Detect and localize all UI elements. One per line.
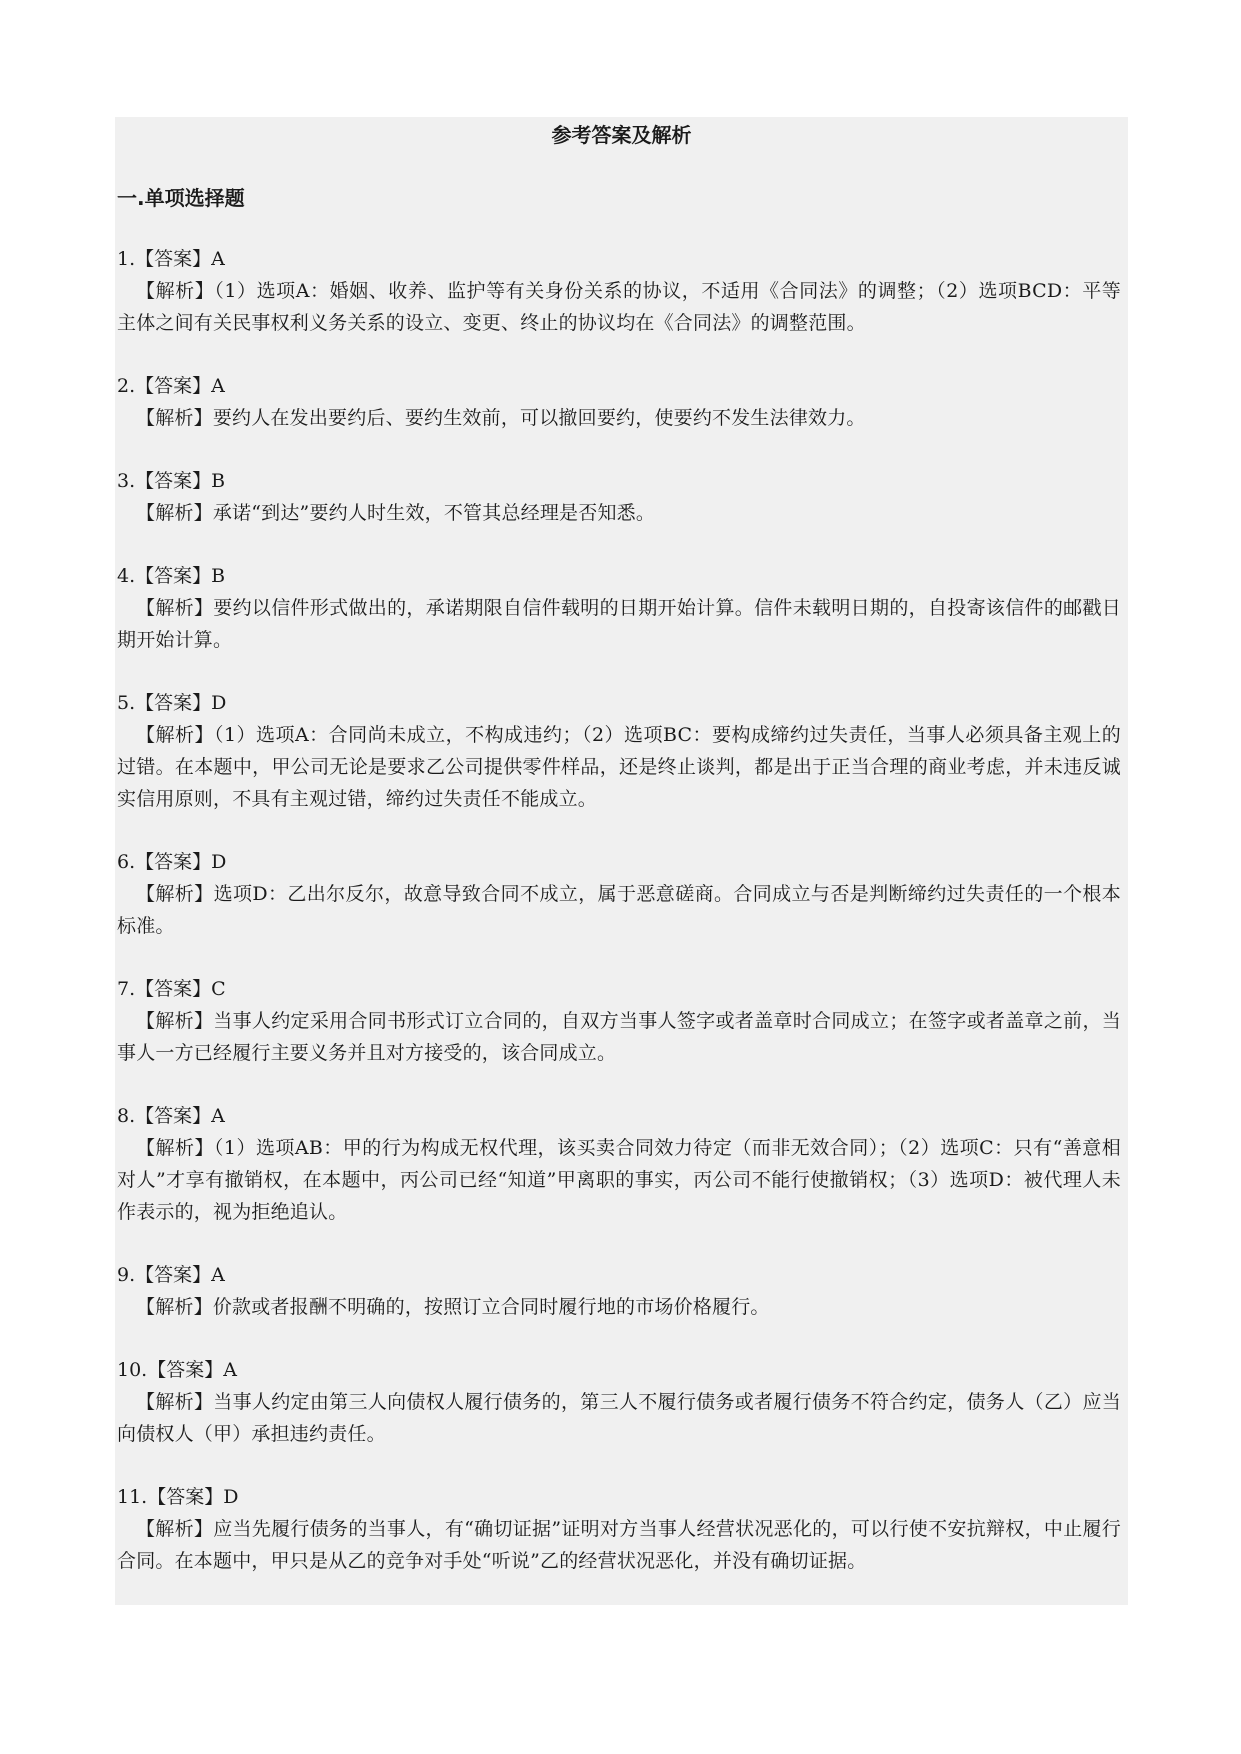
question-number: 8. bbox=[117, 1105, 136, 1127]
question-number: 11. bbox=[117, 1486, 148, 1508]
explanation-text: 应当先履行债务的当事人，有“确切证据”证明对方当事人经营状况恶化的，可以行使不安抗辩权，中止履行合同。在本题中，甲只是从乙的竞争对手处“听说”乙的经营状况恶化，并没有确切证据。 bbox=[117, 1518, 1122, 1572]
question-number: 4. bbox=[117, 565, 136, 587]
explanation-label: 【解析】 bbox=[136, 280, 215, 302]
answer-label: 【答案】 bbox=[135, 978, 212, 1000]
explanation-line bbox=[117, 1513, 1121, 1577]
answer-value: A bbox=[211, 248, 225, 270]
answer-line bbox=[117, 687, 1121, 719]
answer-line bbox=[117, 370, 1121, 402]
answer-label: 【答案】 bbox=[135, 1264, 212, 1286]
answer-label: 【答案】 bbox=[135, 565, 212, 587]
explanation-label: 【解析】 bbox=[136, 1137, 214, 1159]
answer-value: C bbox=[211, 978, 226, 1000]
question-number: 9. bbox=[117, 1264, 136, 1286]
answer-value: A bbox=[211, 1264, 225, 1286]
explanation-text: 选项D：乙出尔反尔，故意导致合同不成立，属于恶意磋商。合同成立与否是判断缔约过失责任的一个根本标准。 bbox=[117, 883, 1121, 937]
answer-value: D bbox=[211, 692, 227, 714]
answer-value: B bbox=[211, 470, 226, 492]
answer-value: D bbox=[211, 851, 227, 873]
explanation-label: 【解析】 bbox=[136, 1391, 214, 1413]
answer-value: D bbox=[223, 1486, 239, 1508]
question-number: 10. bbox=[117, 1359, 148, 1381]
explanation-label: 【解析】 bbox=[136, 502, 213, 524]
explanation-text: 要约人在发出要约后、要约生效前，可以撤回要约，使要约不发生法律效力。 bbox=[212, 407, 866, 429]
answer-label: 【答案】 bbox=[147, 1486, 224, 1508]
answer-item bbox=[117, 243, 1121, 339]
answer-label: 【答案】 bbox=[135, 375, 212, 397]
explanation-line bbox=[117, 592, 1121, 656]
answer-key-panel bbox=[115, 117, 1128, 1605]
explanation-line bbox=[117, 1291, 1121, 1323]
answer-value: A bbox=[211, 1105, 225, 1127]
explanation-line bbox=[117, 719, 1121, 815]
answer-item bbox=[117, 973, 1121, 1069]
question-number: 3. bbox=[117, 470, 136, 492]
question-number: 1. bbox=[117, 248, 136, 270]
explanation-text: （1）选项AB：甲的行为构成无权代理，该买卖合同效力待定（而非无效合同）；（2）选项C：只有“善意相对人”才享有撤销权，在本题中，丙公司已经“知道”甲离职的事实，丙公司不能行使撤销权；（3）选项D：被代理人未作表示的，视为拒绝追认。 bbox=[117, 1137, 1121, 1223]
answer-item bbox=[117, 1481, 1121, 1577]
explanation-text: 当事人约定由第三人向债权人履行债务的，第三人不履行债务或者履行债务不符合约定，债务人（乙）应当向债权人（甲）承担违约责任。 bbox=[117, 1391, 1121, 1445]
question-number: 7. bbox=[117, 978, 136, 1000]
answer-item bbox=[117, 846, 1121, 942]
explanation-label: 【解析】 bbox=[136, 597, 214, 619]
explanation-label: 【解析】 bbox=[136, 724, 214, 746]
answer-label: 【答案】 bbox=[135, 1105, 212, 1127]
answer-item bbox=[117, 1354, 1121, 1450]
explanation-text: 要约以信件形式做出的，承诺期限自信件载明的日期开始计算。信件未载明日期的，自投寄该信件的邮戳日期开始计算。 bbox=[117, 597, 1121, 651]
answer-item bbox=[117, 370, 1121, 434]
answer-line bbox=[117, 1481, 1121, 1513]
answer-label: 【答案】 bbox=[135, 851, 212, 873]
answer-item bbox=[117, 465, 1121, 529]
question-number: 6. bbox=[117, 851, 136, 873]
answer-line bbox=[117, 973, 1121, 1005]
explanation-text: （1）选项A：合同尚未成立，不构成违约；（2）选项BC：要构成缔约过失责任，当事人必须具备主观上的过错。在本题中，甲公司无论是要求乙公司提供零件样品，还是终止谈判，都是出于正当合理的商业考虑，并未违反诚实信用原则，不具有主观过错，缔约过失责任不能成立。 bbox=[117, 724, 1121, 810]
answer-line bbox=[117, 1100, 1121, 1132]
answer-item bbox=[117, 1259, 1121, 1323]
explanation-text: 承诺“到达”要约人时生效，不管其总经理是否知悉。 bbox=[212, 502, 656, 524]
explanation-line bbox=[117, 1386, 1121, 1450]
explanation-line bbox=[117, 275, 1121, 339]
explanation-line bbox=[117, 497, 1121, 529]
question-number: 5. bbox=[117, 692, 136, 714]
answer-item bbox=[117, 560, 1121, 656]
answer-item bbox=[117, 1100, 1121, 1228]
answer-label: 【答案】 bbox=[135, 248, 212, 270]
explanation-text: 当事人约定采用合同书形式订立合同的，自双方当事人签字或者盖章时合同成立；在签字或者盖章之前，当事人一方已经履行主要义务并且对方接受的，该合同成立。 bbox=[117, 1010, 1121, 1064]
answer-value: A bbox=[223, 1359, 237, 1381]
answer-line bbox=[117, 846, 1121, 878]
answer-value: B bbox=[211, 565, 226, 587]
answer-label: 【答案】 bbox=[147, 1359, 224, 1381]
answer-line bbox=[117, 560, 1121, 592]
explanation-text: 价款或者报酬不明确的，按照订立合同时履行地的市场价格履行。 bbox=[212, 1296, 770, 1318]
explanation-line bbox=[117, 1132, 1121, 1228]
answer-line bbox=[117, 243, 1121, 275]
explanation-line bbox=[117, 878, 1121, 942]
answer-line bbox=[117, 465, 1121, 497]
explanation-label: 【解析】 bbox=[136, 883, 214, 905]
question-number: 2. bbox=[117, 375, 136, 397]
section-heading: 一.单项选择题 bbox=[117, 186, 245, 210]
explanation-line bbox=[117, 402, 1121, 434]
answer-list bbox=[117, 243, 1121, 1608]
explanation-label: 【解析】 bbox=[136, 1296, 213, 1318]
explanation-label: 【解析】 bbox=[136, 1518, 214, 1540]
document-title: 参考答案及解析 bbox=[551, 123, 692, 147]
explanation-label: 【解析】 bbox=[136, 407, 213, 429]
answer-line bbox=[117, 1259, 1121, 1291]
answer-value: A bbox=[211, 375, 225, 397]
answer-item bbox=[117, 687, 1121, 815]
answer-label: 【答案】 bbox=[135, 470, 212, 492]
answer-label: 【答案】 bbox=[135, 692, 212, 714]
explanation-line bbox=[117, 1005, 1121, 1069]
explanation-label: 【解析】 bbox=[136, 1010, 214, 1032]
explanation-text: （1）选项A：婚姻、收养、监护等有关身份关系的协议，不适用《合同法》的调整；（2）选项BCD：平等主体之间有关民事权利义务关系的设立、变更、终止的协议均在《合同法》的调整范围。 bbox=[117, 280, 1121, 334]
answer-line bbox=[117, 1354, 1121, 1386]
